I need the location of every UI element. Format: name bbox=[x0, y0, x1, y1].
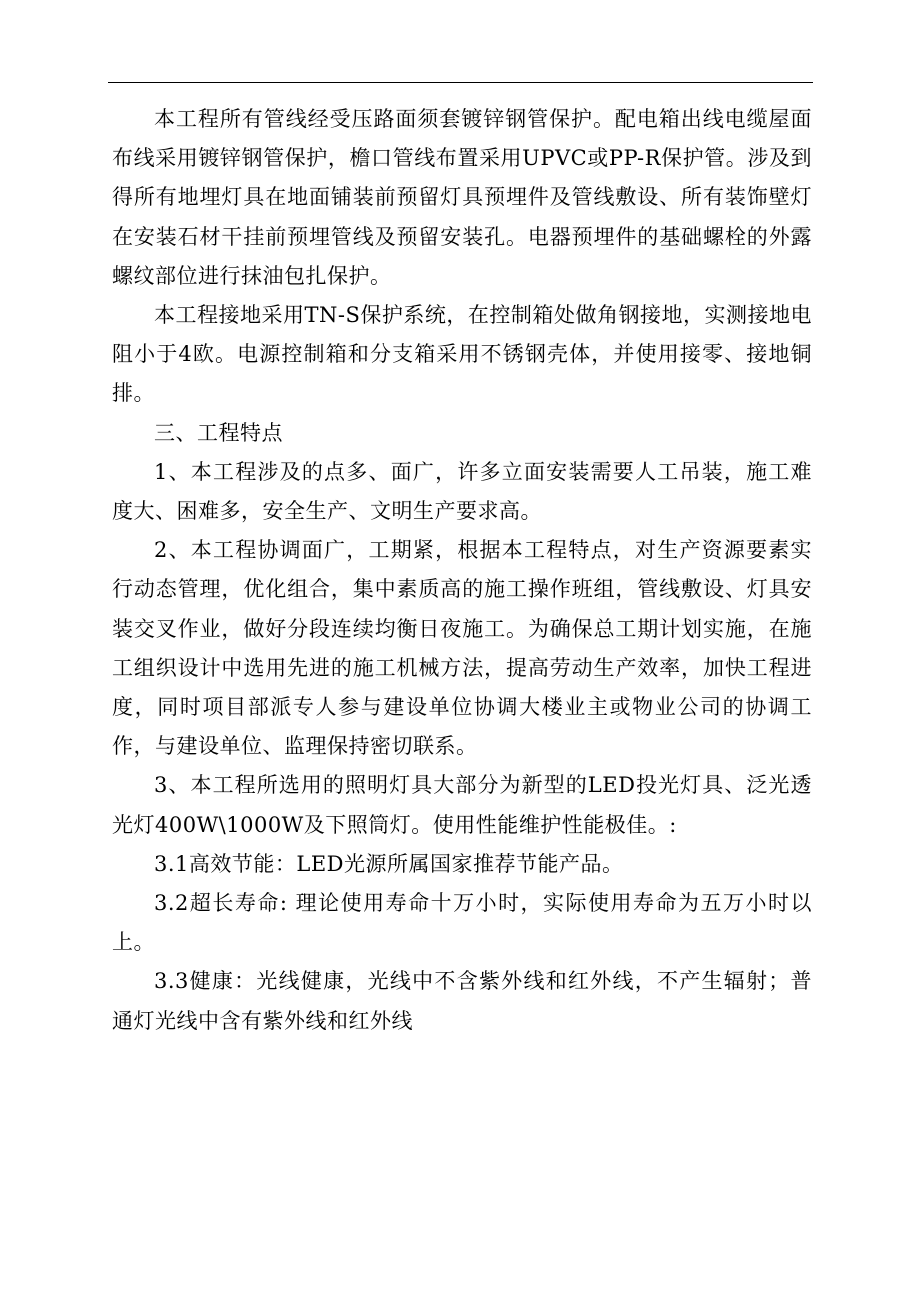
section-heading-features: 三、工程特点 bbox=[154, 420, 283, 445]
paragraph-feature-3: 3、本工程所选用的照明灯具大部分为新型的LED投光灯具、泛光透光灯400W\1000W及下照筒灯。使用性能维护性能极佳。: bbox=[112, 773, 812, 837]
header-rule bbox=[108, 82, 813, 83]
paragraph-feature-2: 2、本工程协调面广，工期紧，根据本工程特点，对生产资源要素实行动态管理，优化组合，集中素质高的施工操作班组，管线敷设、灯具安装交叉作业，做好分段连续均衡日夜施工。为确保总工期计划实施，在施工组织设计中选用先进的施工机械方法，提高劳动生产效率，加快工程进度，同时项目部派专人参与建设单位协调大楼业主或物业公司的协调工作，与建设单位、监理保持密切联系。 bbox=[112, 538, 812, 759]
paragraph-pipe-protection: 本工程所有管线经受压路面须套镀锌钢管保护。配电箱出线电缆屋面布线采用镀锌钢管保护，檐口管线布置采用UPVC或PP-R保护管。涉及到得所有地埋灯具在地面铺装前预留灯具预埋件及管线敷设、所有装饰壁灯在安装石材干挂前预埋管线及预留安装孔。电器预埋件的基础螺栓的外露螺纹部位进行抹油包扎保护。 bbox=[112, 107, 812, 288]
paragraph-grounding: 本工程接地采用TN-S保护系统，在控制箱处做角钢接地，实测接地电阻小于4欧。电源控制箱和分支箱采用不锈钢壳体，并使用接零、接地铜排。 bbox=[112, 303, 812, 406]
paragraph-feature-3-3: 3.3健康：光线健康，光线中不含紫外线和红外线，不产生辐射；普通灯光线中含有紫外线和红外线 bbox=[112, 969, 812, 1033]
paragraph-feature-1: 1、本工程涉及的点多、面广，许多立面安装需要人工吊装，施工难度大、困难多，安全生产、文明生产要求高。 bbox=[112, 459, 812, 524]
paragraph-feature-3-1: 3.1高效节能：LED光源所属国家推荐节能产品。 bbox=[154, 851, 624, 876]
paragraph-feature-3-2: 3.2超长寿命: 理论使用寿命十万小时，实际使用寿命为五万小时以上。 bbox=[112, 891, 812, 955]
document-body bbox=[112, 100, 812, 1041]
